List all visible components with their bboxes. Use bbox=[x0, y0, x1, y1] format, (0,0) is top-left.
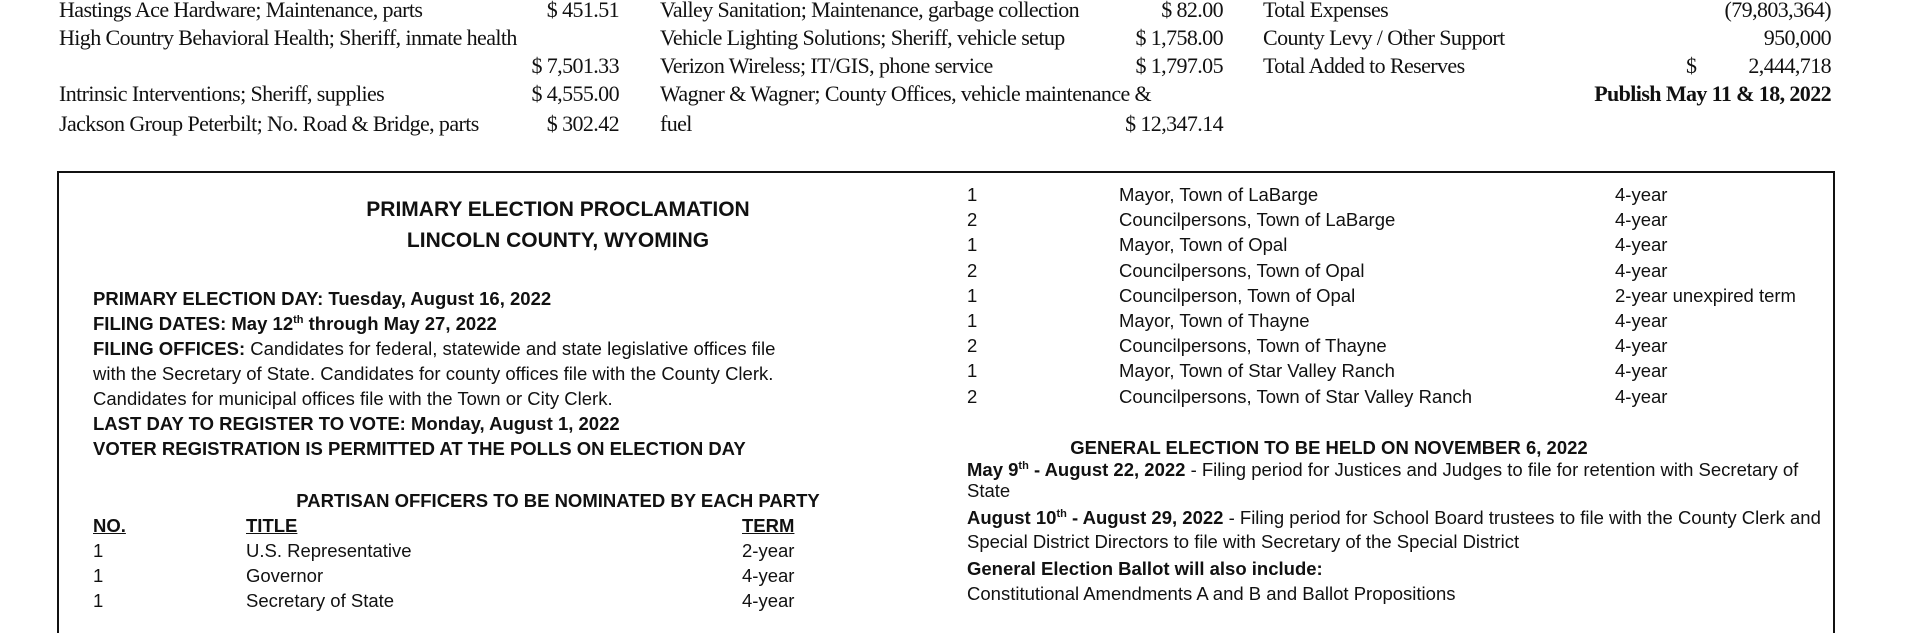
row-term: 2-year bbox=[742, 540, 795, 561]
filing-offices-text: with the Secretary of State. Candidates for county offices file with the County Clerk. bbox=[93, 363, 774, 384]
ballot-items: Constitutional Amendments A and B and Ballot Propositions bbox=[967, 583, 1456, 604]
summary-amount: 950,000 bbox=[1763, 25, 1831, 50]
municipal-row-term: 4-year bbox=[1615, 385, 1668, 407]
expense-amount: $ 4,555.00 bbox=[531, 81, 619, 106]
summary-label: Total Added to Reserves bbox=[1263, 53, 1465, 78]
summary-label: County Levy / Other Support bbox=[1263, 25, 1505, 50]
filing-dates-end: through May 27, 2022 bbox=[303, 313, 497, 334]
proclamation-box bbox=[57, 171, 1835, 633]
election-day: PRIMARY ELECTION DAY: Tuesday, August 16, 2022 bbox=[93, 288, 552, 309]
filing-dates-start: FILING DATES: May 12 bbox=[93, 313, 294, 334]
municipal-row-title: Councilpersons, Town of Opal bbox=[1119, 259, 1365, 281]
municipal-row-title: Mayor, Town of LaBarge bbox=[1119, 184, 1319, 205]
municipal-row-title: Councilpersons, Town of LaBarge bbox=[1119, 209, 1396, 231]
summary-label: Total Expenses bbox=[1263, 0, 1389, 22]
ordinal-suffix: th bbox=[293, 313, 304, 326]
summary-currency: $ bbox=[1686, 53, 1697, 78]
partisan-heading: PARTISAN OFFICERS TO BE NOMINATED BY EACH PARTY bbox=[296, 490, 820, 511]
page-title: PRIMARY ELECTION PROCLAMATION bbox=[366, 198, 750, 221]
expense-item: fuel bbox=[660, 111, 692, 136]
expense-amount: $ 1,758.00 bbox=[1135, 25, 1223, 50]
expense-amount: $ 82.00 bbox=[1161, 0, 1223, 22]
filing-description-cont: State bbox=[967, 480, 1011, 501]
voter-registration-note: VOTER REGISTRATION IS PERMITTED AT THE POLLS ON ELECTION DAY bbox=[93, 438, 746, 459]
municipal-row-no: 2 bbox=[967, 209, 978, 231]
expense-item: Jackson Group Peterbilt; No. Road & Bridge, parts bbox=[59, 111, 479, 136]
row-no: 1 bbox=[93, 540, 104, 561]
filing-description: - Filing period for Justices and Judges to file for retention with Secretary of bbox=[1185, 459, 1799, 480]
date-end: - August 22, 2022 bbox=[1028, 459, 1186, 480]
municipal-row-no: 1 bbox=[967, 234, 978, 256]
filing-description: - Filing period for School Board trustees to file with the County Clerk and bbox=[1223, 507, 1821, 528]
expense-amount: $ 12,347.14 bbox=[1125, 111, 1223, 136]
row-term: 4-year bbox=[742, 590, 795, 611]
municipal-row-title: Councilpersons, Town of Thayne bbox=[1119, 335, 1387, 357]
municipal-row-no: 2 bbox=[967, 335, 978, 357]
municipal-row-title: Councilpersons, Town of Star Valley Ranch bbox=[1119, 385, 1473, 407]
expense-amount: $ 451.51 bbox=[546, 0, 619, 22]
filing-offices-label: FILING OFFICES: bbox=[93, 338, 246, 359]
municipal-row-term: 2-year unexpired term bbox=[1615, 284, 1796, 306]
expense-item: Valley Sanitation; Maintenance, garbage collection bbox=[660, 0, 1080, 22]
expense-amount: $ 7,501.33 bbox=[531, 53, 619, 78]
column-header-term: TERM bbox=[742, 515, 795, 536]
municipal-row-title: Councilperson, Town of Opal bbox=[1119, 284, 1356, 306]
school-board-filing-period bbox=[967, 506, 1822, 530]
ballot-heading: General Election Ballot will also include: bbox=[967, 558, 1323, 579]
general-election-heading: GENERAL ELECTION TO BE HELD ON NOVEMBER 6, 2022 bbox=[1070, 437, 1588, 458]
justices-filing-period bbox=[967, 458, 1822, 482]
municipal-row-no: 1 bbox=[967, 360, 978, 382]
municipal-row-title: Mayor, Town of Opal bbox=[1119, 234, 1288, 256]
municipal-row-term: 4-year bbox=[1615, 310, 1668, 331]
municipal-row-term: 4-year bbox=[1615, 184, 1668, 205]
summary-amount: (79,803,364) bbox=[1724, 0, 1831, 22]
municipal-row-no: 2 bbox=[967, 259, 978, 281]
row-no: 1 bbox=[93, 565, 104, 586]
municipal-row-term: 4-year bbox=[1615, 360, 1668, 382]
row-term: 4-year bbox=[742, 565, 795, 586]
filing-dates bbox=[93, 312, 497, 336]
last-day-register: LAST DAY TO REGISTER TO VOTE: Monday, August 1, 2022 bbox=[93, 413, 620, 434]
date-start: August 10 bbox=[967, 507, 1057, 528]
expense-amount: $ 1,797.05 bbox=[1135, 53, 1223, 78]
expense-item: Vehicle Lighting Solutions; Sheriff, vehicle setup bbox=[660, 25, 1065, 50]
municipal-row-no: 1 bbox=[967, 284, 978, 306]
column-header-title: TITLE bbox=[246, 515, 298, 536]
municipal-row-no: 1 bbox=[967, 184, 978, 205]
expense-amount: $ 302.42 bbox=[546, 111, 619, 136]
expense-item: Intrinsic Interventions; Sheriff, supplies bbox=[59, 81, 385, 106]
row-no: 1 bbox=[93, 590, 104, 611]
ordinal-suffix: th bbox=[1018, 459, 1029, 472]
filing-description-cont: Special District Directors to file with Secretary of the Special District bbox=[967, 531, 1520, 552]
municipal-row-no: 1 bbox=[967, 310, 978, 331]
row-title: Governor bbox=[246, 565, 324, 586]
filing-offices bbox=[93, 337, 775, 361]
row-title: U.S. Representative bbox=[246, 540, 412, 561]
date-start: May 9 bbox=[967, 459, 1019, 480]
row-title: Secretary of State bbox=[246, 590, 395, 611]
summary-amount: 2,444,718 bbox=[1748, 53, 1831, 78]
filing-offices-text: Candidates for federal, statewide and state legislative offices file bbox=[245, 338, 776, 359]
expense-item: Hastings Ace Hardware; Maintenance, parts bbox=[59, 0, 423, 22]
page-subtitle: LINCOLN COUNTY, WYOMING bbox=[406, 229, 710, 252]
ordinal-suffix: th bbox=[1056, 507, 1067, 520]
publish-dates: Publish May 11 & 18, 2022 bbox=[1594, 81, 1831, 106]
date-end: - August 29, 2022 bbox=[1066, 507, 1224, 528]
municipal-row-no: 2 bbox=[967, 385, 978, 407]
municipal-row-term: 4-year bbox=[1615, 209, 1668, 231]
municipal-row-title: Mayor, Town of Star Valley Ranch bbox=[1119, 360, 1395, 382]
expense-item: Verizon Wireless; IT/GIS, phone service bbox=[660, 53, 993, 78]
filing-offices-text: Candidates for municipal offices file with the Town or City Clerk. bbox=[93, 388, 613, 409]
expense-item: Wagner & Wagner; County Offices, vehicle maintenance & bbox=[660, 81, 1152, 106]
municipal-row-term: 4-year bbox=[1615, 234, 1668, 256]
municipal-row-title: Mayor, Town of Thayne bbox=[1119, 310, 1310, 331]
municipal-row-term: 4-year bbox=[1615, 259, 1668, 281]
expense-item: High Country Behavioral Health; Sheriff, inmate health bbox=[59, 25, 517, 50]
municipal-row-term: 4-year bbox=[1615, 335, 1668, 357]
column-header-no: NO. bbox=[93, 515, 126, 536]
